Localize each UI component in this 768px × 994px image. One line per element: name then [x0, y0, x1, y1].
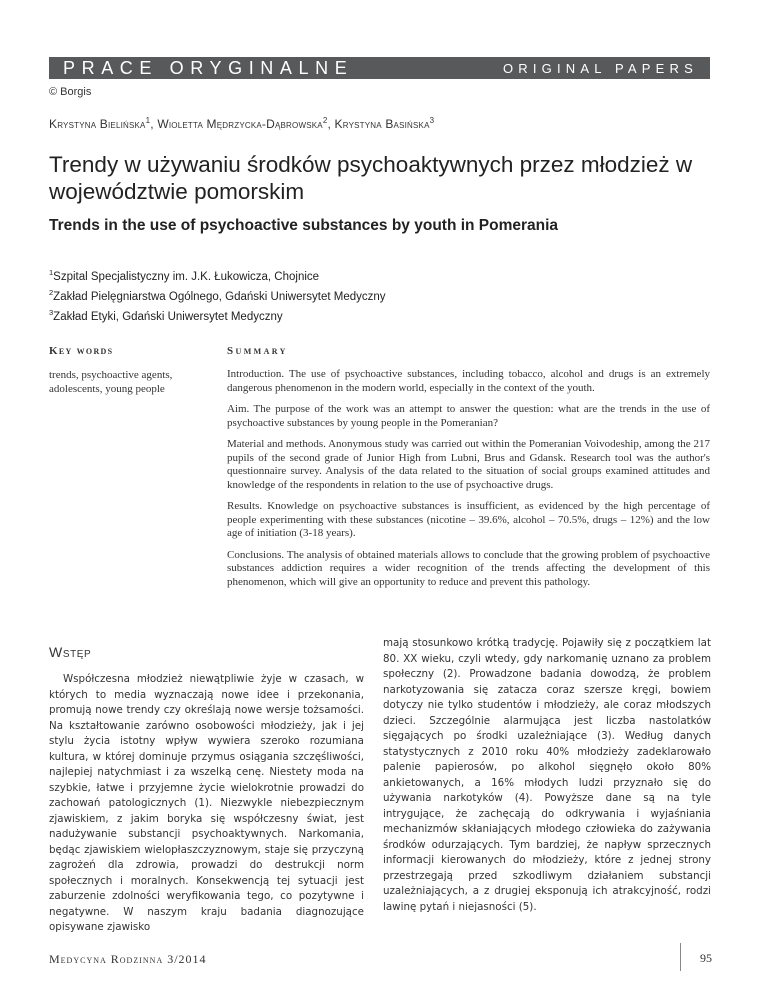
- section-label-english: ORIGINAL PAPERS: [502, 61, 698, 76]
- author-separator: ,: [327, 117, 335, 131]
- copyright-notice: © Borgis: [49, 86, 92, 98]
- affiliation-marker: 2: [49, 287, 54, 297]
- summary-introduction: Introduction. The use of psychoactive substances, including tobacco, alcohol and drugs is an extremely dangerous phenomenon in the modern world, especially in the context of the youth.: [227, 368, 710, 394]
- keywords-heading: Key words: [49, 345, 114, 357]
- summary-conclusions: Conclusions. The analysis of obtained materials allows to conclude that the growing problem of psychoactive substances addiction requires a wider recognition of the trends affecting the development of this phenomenon, which will give an opportunity to reduce and prevent this pathology.: [227, 548, 710, 588]
- summary-results: Results. Knowledge on psychoactive substances is insufficient, as evidenced by the high percentage of people experimenting with these substances (nicotine – 39.6%, alcohol – 70.5%, drugs – 12%) and the low age of initiation (3-18 years).: [227, 500, 710, 539]
- author-affiliation-marker: 1: [145, 116, 151, 125]
- author-list: [49, 116, 434, 131]
- article-subtitle: Trends in the use of psychoactive substances by youth in Pomerania: [49, 217, 559, 234]
- section-band: [49, 57, 710, 79]
- section-heading-intro: Wstęp: [49, 644, 92, 660]
- summary-body: [227, 368, 710, 597]
- footer-divider: [680, 943, 681, 971]
- affiliation-marker: 1: [49, 268, 54, 277]
- affiliation-list: [49, 265, 386, 324]
- section-label-polish: PRACE ORYGINALNE: [63, 58, 354, 78]
- affiliation-item: [49, 305, 386, 325]
- intro-paragraph-right: mają stosunkowo krótką tradycję. Pojawiły się z początkiem lat 80. XX wieku, czyli wtedy, gdy narkomanię uznano za problem społeczny (2). Prowadzone badania dowodzą, że problem narkotyzowania się zatacza coraz szersze kręgi, bowiem dotyczy nie tylko studentów i młodzieży, ale coraz młodszych dzieci. Szczególnie alarmująca jest liczba nastolatków sięgających po środki uzależniające (3). Według danych statystycznych z 2010 roku 40% młodzieży zadeklarowało palenie papierosów, po alkohol sięgnęło około 80% ankietowanych, a 16% młodych ludzi przyznało się do używania narkotyków (4). Powyższe dane są na tyle intrygujące, że zachęcają do odkrywania i wyjaśniania mechanizmów skłaniających młodego człowieka do zażywania środków odurzających. Tym bardziej, że napływ sprzecznych informacji kierowanych do młodzieży, które z jednej strony przestrzegają przed szkodliwym działaniem substancji uzależniających, a z drugiej eksponują ich atrakcyjność, rodzi lawinę pytań i niejasności (5).: [383, 637, 711, 913]
- intro-paragraph-left: Współczesna młodzież niewątpliwie żyje w czasach, w których to media wyznaczają nowe idee i przekonania, promują nowe trendy czy określają nowe wersje tożsamości. Na kształtowanie zarówno osobowości młodzieży, jak i jej stylu życia istotny wpływ wywiera szeroko rozumiana kultura, w której dominuje przymus osiągania szczęśliwości, najlepiej natychmiast i za wszelką cenę. Niestety moda na szybkie, łatwe i przyjemne życie wielokrotnie prowadzi do zachowań patologicznych (1). Niezwykle niebezpiecznym zjawiskiem, z jakim boryka się współczesny świat, jest nadużywanie substancji psychoaktywnych. Narkomania, będąc zjawiskiem wielopłaszczyznowym, staje się przyczyną zagrożeń dla zdrowia, prowadzi do destrukcji norm społecznych i moralnych. Konsekwencją tej sytuacji jest zaburzenie zdolności weryfikowania tego, co pozytywne i negatywne. W naszym kraju badania diagnozujące opisywane zjawisko: [49, 673, 364, 933]
- keywords-text: trends, psychoactive agents, adolescents, young people: [49, 369, 173, 395]
- author-separator: ,: [150, 117, 158, 131]
- body-column-right: [383, 636, 711, 915]
- author-name: Wioletta Mędrzycka-Dąbrowska: [157, 117, 323, 131]
- author-affiliation-marker: 2: [322, 116, 328, 125]
- affiliation-item: [49, 285, 386, 305]
- author-affiliation-marker: 3: [429, 116, 435, 125]
- affiliation-text: Zakład Etyki, Gdański Uniwersytet Medyczny: [53, 310, 283, 323]
- author-name: Krystyna Basińska: [334, 117, 430, 131]
- affiliation-marker: 3: [49, 307, 54, 317]
- page-number: 95: [700, 951, 712, 965]
- affiliation-text: Szpital Specjalistyczny im. J.K. Łukowicza, Chojnice: [53, 270, 320, 283]
- affiliation-item: [49, 265, 386, 285]
- affiliation-text: Zakład Pielęgniarstwa Ogólnego, Gdański Uniwersytet Medyczny: [53, 290, 386, 303]
- article-title: Trendy w używaniu środków psychoaktywnych przez młodzież w województwie pomorskim: [49, 152, 693, 204]
- summary-heading: Summary: [227, 345, 288, 357]
- journal-footer: Medycyna Rodzinna 3/2014: [49, 952, 207, 966]
- author-name: Krystyna Bielińska: [49, 117, 146, 131]
- summary-methods: Material and methods. Anonymous study was carried out within the Pomeranian Voivodeship, among the 217 pupils of the second grade of Junior High from Lubni, Brus and Gdansk. Research tool was the author's questionnaire survey. Analysis of the data related to the situation of social groups examined attitudes and knowledge of the respondents in relation to the use of psychoactive drugs.: [227, 438, 710, 491]
- summary-aim: Aim. The purpose of the work was an attempt to answer the question: what are the trends in the use of psychoactive substances by young people in the Pomeranian?: [227, 403, 710, 429]
- body-column-left: [49, 644, 364, 936]
